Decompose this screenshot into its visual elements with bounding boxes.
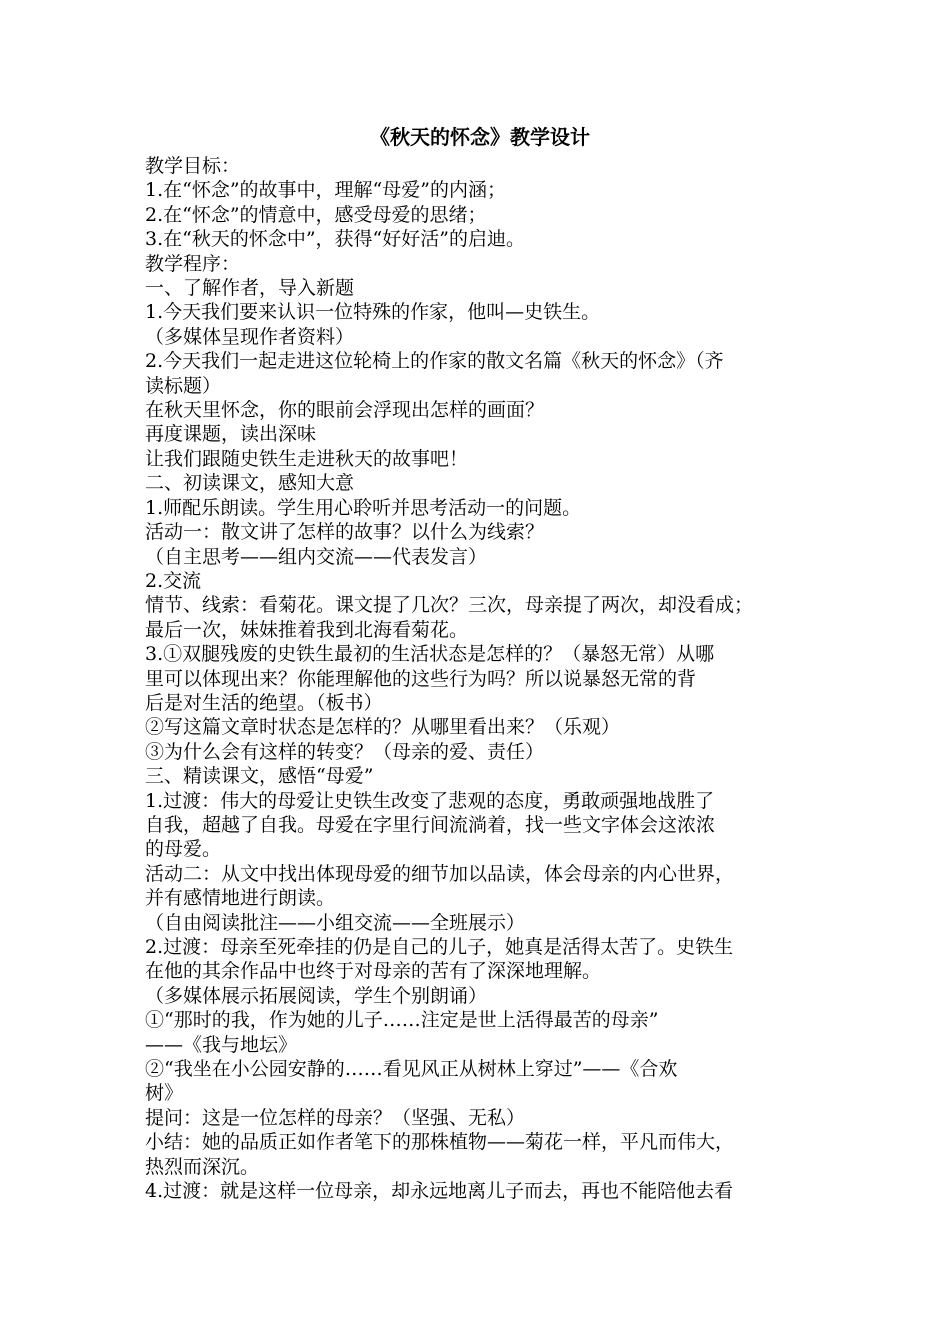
body-line: 再度课题，读出深味 xyxy=(145,423,317,446)
body-line: 1.过渡：伟大的母爱让史铁生改变了悲观的态度，勇敢顽强地战胜了 xyxy=(145,789,715,812)
body-line: ②“我坐在小公园安静的……看见风正从树林上穿过”——《合欢 xyxy=(145,1058,678,1081)
body-line: 的母爱。 xyxy=(145,838,222,861)
body-line: 一、了解作者，导入新题 xyxy=(145,277,355,300)
body-line: 读标题） xyxy=(145,374,222,397)
body-line: 活动二：从文中找出体现母爱的细节加以品读，体会母亲的内心世界， xyxy=(145,862,735,885)
body-line: 3.①双腿残废的史铁生最初的生活状态是怎样的？（暴怒无常）从哪 xyxy=(145,643,715,666)
body-line: 3.在“秋天的怀念中”，获得“好好活”的启迪。 xyxy=(145,228,525,251)
body-line: 提问：这是一位怎样的母亲？（坚强、无私） xyxy=(145,1106,526,1129)
body-line: 二、初读课文，感知大意 xyxy=(145,472,355,495)
body-line: ——《我与地坛》 xyxy=(145,1033,298,1056)
body-line: （自主思考——组内交流——代表发言） xyxy=(145,545,488,568)
body-line: 在他的其余作品中也终于对母亲的苦有了深深地理解。 xyxy=(145,960,602,983)
body-line: 自我，超越了自我。母爱在字里行间流淌着，找一些文字体会这浓浓 xyxy=(145,813,716,836)
body-line: ②写这篇文章时状态是怎样的？从哪里看出来？（乐观） xyxy=(145,716,621,739)
body-line: 并有感情地进行朗读。 xyxy=(145,887,336,910)
document-page xyxy=(145,120,815,1203)
body-line: 2.交流 xyxy=(145,569,202,592)
body-line: 4.过渡：就是这样一位母亲，却永远地离儿子而去，再也不能陪他去看 xyxy=(145,1180,734,1203)
body-line: 树》 xyxy=(145,1082,184,1105)
body-line: 后是对生活的绝望。（板书） xyxy=(145,691,383,714)
body-line: 里可以体现出来？你能理解他的这些行为吗？所以说暴怒无常的背 xyxy=(145,667,697,690)
body-line: 2.在“怀念”的情意中，感受母爱的思绪； xyxy=(145,203,487,226)
body-line: 教学程序： xyxy=(145,252,241,275)
body-line: 1.今天我们要来认识一位特殊的作家，他叫—史铁生。 xyxy=(145,301,601,324)
document-title: 《秋天的怀念》教学设计 xyxy=(370,125,590,149)
body-line: 热烈而深沉。 xyxy=(145,1155,260,1178)
body-line: 让我们跟随史铁生走进秋天的故事吧！ xyxy=(145,447,469,470)
body-line: 教学目标： xyxy=(145,155,241,177)
body-line: 1.在“怀念”的故事中，理解“母爱”的内涵； xyxy=(145,179,506,202)
body-line: 三、精读课文，感悟“母爱” xyxy=(145,765,374,788)
body-line: （多媒体展示拓展阅读，学生个别朗诵） xyxy=(145,984,488,1007)
body-line: 情节、线索：看菊花。课文提了几次？三次，母亲提了两次，却没看成； xyxy=(145,594,754,617)
body-line: 2.今天我们一起走进这位轮椅上的作家的散文名篇《秋天的怀念》（齐 xyxy=(145,350,724,373)
body-line: 活动一：散文讲了怎样的故事？以什么为线索？ xyxy=(145,521,545,544)
body-line: （多媒体呈现作者资料） xyxy=(145,325,355,348)
body-line: （自由阅读批注——小组交流——全班展示） xyxy=(145,911,526,934)
body-line: ①“那时的我，作为她的儿子……注定是世上活得最苦的母亲” xyxy=(145,1009,659,1032)
document-body xyxy=(145,154,815,1203)
body-line: 最后一次，妹妹推着我到北海看菊花。 xyxy=(145,618,469,641)
body-line: 1.师配乐朗读。学生用心聆听并思考活动一的问题。 xyxy=(145,496,582,519)
body-line: 在秋天里怀念，你的眼前会浮现出怎样的画面？ xyxy=(145,399,545,422)
body-line: 2.过渡：母亲至死牵挂的仍是自己的儿子，她真是活得太苦了。史铁生 xyxy=(145,936,734,958)
body-line: 小结：她的品质正如作者笔下的那株植物——菊花一样，平凡而伟大， xyxy=(145,1131,735,1154)
body-line: ③为什么会有这样的转变？（母亲的爱、责任） xyxy=(145,740,545,763)
